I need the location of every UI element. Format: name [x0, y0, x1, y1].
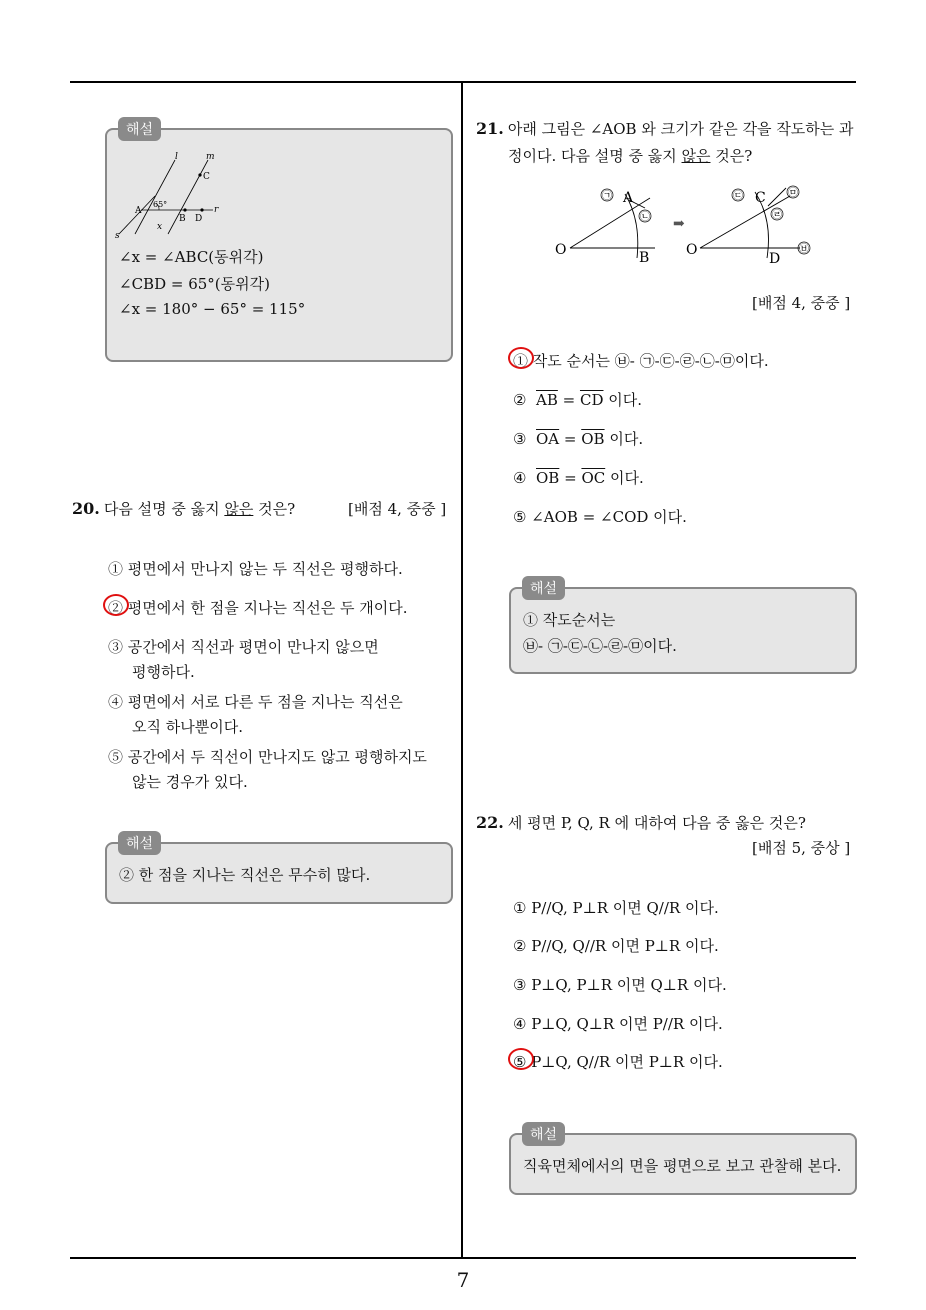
top-rule — [70, 81, 856, 83]
fig-label-A: A — [135, 206, 142, 216]
fig-mark-2: ㉡ — [640, 212, 650, 223]
fig-mark-1: ㉠ — [602, 191, 612, 202]
fig-label-O: O — [555, 242, 567, 258]
option-5-cont: 않는 경우가 있다. — [132, 773, 248, 791]
option-4[interactable]: ④ 평면에서 서로 다른 두 점을 지나는 직선은 — [108, 693, 403, 711]
question-number: 21. — [476, 119, 504, 138]
fig-label-x: x — [157, 222, 163, 232]
sol22-text: 직육면체에서의 면을 평면으로 보고 관찰해 본다. — [523, 1157, 842, 1175]
question-21-score: [배점 4, 중중 ] — [752, 294, 851, 312]
answer-mark — [508, 1048, 534, 1070]
option-4-cont: 오직 하나뿐이다. — [132, 718, 243, 736]
sol19-line-2: ∠CBD = 65°(동위각) — [119, 275, 270, 293]
fig-label-D: D — [769, 251, 781, 267]
question-22-stem: 22. 세 평면 P, Q, R 에 대하여 다음 중 옳은 것은? — [476, 813, 806, 832]
solution-box-21 — [509, 587, 857, 674]
fig-label-A: A — [623, 190, 634, 206]
fig-mark-4: ㉣ — [772, 210, 782, 221]
fig-label-l: l — [175, 152, 178, 162]
option-5[interactable]: ⑤ P⊥Q, Q//R 이면 P⊥R 이다. — [513, 1053, 723, 1071]
solution-box-19 — [105, 128, 453, 362]
option-3[interactable]: ③ P⊥Q, P⊥R 이면 Q⊥R 이다. — [513, 976, 727, 994]
option-1[interactable]: ① 작도 순서는 ㉥- ㉠-㉢-㉣-㉡-㉤이다. — [513, 352, 769, 370]
fig-label-O: O — [686, 242, 698, 258]
question-number: 20. — [72, 499, 100, 518]
option-4[interactable]: ④ P⊥Q, Q⊥R 이면 P//R 이다. — [513, 1015, 723, 1033]
sol21-line-1: ① 작도순서는 — [523, 611, 616, 629]
solution-tag: 해설 — [522, 576, 565, 600]
fig-label-D: D — [195, 214, 203, 224]
parallel-lines-figure — [115, 150, 235, 242]
fig-label-s: s — [115, 231, 120, 241]
question-22-score: [배점 5, 중상 ] — [752, 839, 851, 857]
fig-label-C: C — [203, 172, 210, 182]
solution-tag: 해설 — [522, 1122, 565, 1146]
fig-label-C: C — [755, 190, 766, 206]
fig-label-B: B — [639, 250, 650, 266]
fig-label-r: r — [214, 205, 219, 215]
solution-tag: 해설 — [118, 117, 161, 141]
option-5[interactable]: ⑤ 공간에서 두 직선이 만나지도 않고 평행하지도 — [108, 748, 427, 766]
fig-mark-5: ㉤ — [788, 188, 798, 199]
sol20-text: ② 한 점을 지나는 직선은 무수히 많다. — [119, 866, 371, 884]
column-divider — [461, 83, 463, 1258]
option-3-cont: 평행하다. — [132, 663, 195, 681]
question-20-score: [배점 4, 중중 ] — [348, 500, 447, 518]
arrow-icon: ➡ — [673, 216, 685, 232]
option-2[interactable]: ② $\overline{AB} = \overline{CD}$ 이다. — [513, 391, 643, 409]
answer-mark — [103, 594, 129, 616]
sol19-line-1: ∠x = ∠ABC(동위각) — [119, 248, 264, 266]
bottom-rule — [70, 1257, 856, 1259]
option-3[interactable]: ③ 공간에서 직선과 평면이 만나지 않으면 — [108, 638, 379, 656]
option-3[interactable]: ③ $\overline{OA} = \overline{OB}$ 이다. — [513, 430, 644, 448]
solution-tag: 해설 — [118, 831, 161, 855]
answer-mark — [508, 347, 534, 369]
fig-mark-3: ㉢ — [733, 191, 743, 202]
question-21-stem-1: 21. 아래 그림은 ∠AOB 와 크기가 같은 각을 작도하는 과 — [476, 119, 854, 138]
fig-label-B: B — [179, 214, 186, 224]
question-21-stem-2: 정이다. 다음 설명 중 옳지 않은 것은? — [508, 147, 753, 165]
page-number: 7 — [456, 1268, 470, 1292]
question-number: 22. — [476, 813, 504, 832]
option-1[interactable]: ① P//Q, P⊥R 이면 Q//R 이다. — [513, 899, 719, 917]
option-5[interactable]: ⑤ ∠AOB = ∠COD 이다. — [513, 508, 687, 526]
fig-label-m: m — [206, 152, 215, 162]
option-1[interactable]: ① 평면에서 만나지 않는 두 직선은 평행하다. — [108, 560, 403, 578]
fig-mark-6: ㉥ — [799, 244, 809, 255]
sol19-line-3: ∠x = 180° − 65° = 115° — [119, 300, 306, 318]
fig-label-angle: 65° — [153, 200, 168, 209]
option-2[interactable]: ② 평면에서 한 점을 지나는 직선은 두 개이다. — [108, 599, 408, 617]
angle-construction-figure — [545, 180, 835, 270]
sol21-line-2: ㉥- ㉠-㉢-㉡-㉣-㉤이다. — [523, 637, 677, 655]
option-4[interactable]: ④ $\overline{OB} = \overline{OC}$ 이다. — [513, 469, 644, 487]
option-2[interactable]: ② P//Q, Q//R 이면 P⊥R 이다. — [513, 937, 719, 955]
question-20-stem: 20. 다음 설명 중 옳지 않은 것은? — [72, 499, 296, 518]
